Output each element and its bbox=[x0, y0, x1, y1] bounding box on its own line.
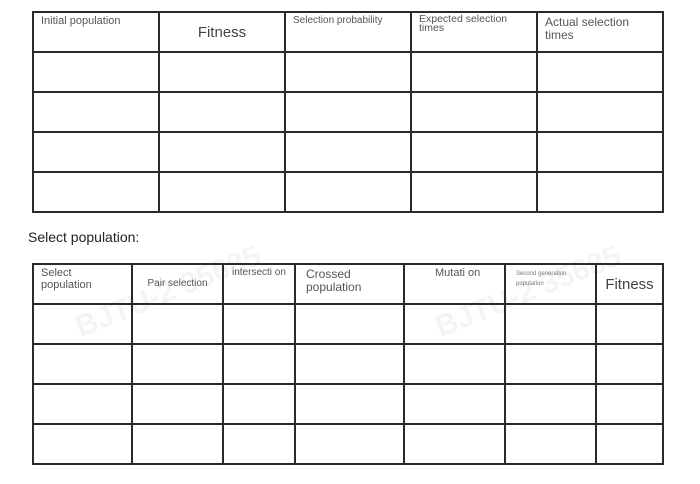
table-cell[interactable] bbox=[411, 92, 537, 132]
header-mutation: Mutati on bbox=[404, 264, 505, 304]
table-cell[interactable] bbox=[537, 52, 663, 92]
table-cell[interactable] bbox=[285, 172, 411, 212]
header-expected-selection-times: Expected selection times bbox=[411, 12, 537, 52]
header-select-population: Select population bbox=[33, 264, 132, 304]
header-selection-probability: Selection probability bbox=[285, 12, 411, 52]
table-cell[interactable] bbox=[295, 424, 404, 464]
table-cell[interactable] bbox=[33, 344, 132, 384]
selection-table bbox=[32, 11, 664, 213]
header-pair-selection: Pair selection bbox=[132, 264, 223, 304]
header-second-generation-population: Second generation population bbox=[505, 264, 596, 304]
section-label: Select population: bbox=[28, 229, 140, 245]
table-cell[interactable] bbox=[596, 344, 663, 384]
table-cell[interactable] bbox=[505, 424, 596, 464]
table-cell[interactable] bbox=[223, 384, 295, 424]
crossover-table bbox=[32, 263, 664, 465]
table-cell[interactable] bbox=[33, 172, 159, 212]
header-actual-selection-times: Actual selection times bbox=[537, 12, 663, 52]
table-cell[interactable] bbox=[596, 304, 663, 344]
table-cell[interactable] bbox=[33, 424, 132, 464]
table-cell[interactable] bbox=[159, 52, 285, 92]
table-cell[interactable] bbox=[411, 132, 537, 172]
table-cell[interactable] bbox=[295, 384, 404, 424]
table-cell[interactable] bbox=[33, 384, 132, 424]
table-cell[interactable] bbox=[596, 384, 663, 424]
table-cell[interactable] bbox=[404, 344, 505, 384]
table-cell[interactable] bbox=[132, 384, 223, 424]
header-intersection: intersecti on bbox=[223, 264, 295, 304]
table-cell[interactable] bbox=[295, 344, 404, 384]
header-initial-population: Initial population bbox=[33, 12, 159, 52]
table-cell[interactable] bbox=[159, 132, 285, 172]
table-cell[interactable] bbox=[404, 304, 505, 344]
table-cell[interactable] bbox=[132, 304, 223, 344]
table-cell[interactable] bbox=[33, 132, 159, 172]
table-cell[interactable] bbox=[33, 92, 159, 132]
table-cell[interactable] bbox=[285, 92, 411, 132]
table-cell[interactable] bbox=[505, 384, 596, 424]
table-cell[interactable] bbox=[159, 92, 285, 132]
table-cell[interactable] bbox=[295, 304, 404, 344]
header-fitness-2: Fitness bbox=[596, 264, 663, 304]
table-cell[interactable] bbox=[411, 172, 537, 212]
header-fitness: Fitness bbox=[159, 12, 285, 52]
table-cell[interactable] bbox=[33, 304, 132, 344]
table-cell[interactable] bbox=[223, 424, 295, 464]
table-cell[interactable] bbox=[537, 92, 663, 132]
table-cell[interactable] bbox=[223, 304, 295, 344]
table-cell[interactable] bbox=[505, 344, 596, 384]
table-cell[interactable] bbox=[285, 132, 411, 172]
table-cell[interactable] bbox=[596, 424, 663, 464]
table-cell[interactable] bbox=[33, 52, 159, 92]
table-cell[interactable] bbox=[537, 172, 663, 212]
table-cell[interactable] bbox=[159, 172, 285, 212]
table-cell[interactable] bbox=[404, 384, 505, 424]
table-cell[interactable] bbox=[537, 132, 663, 172]
table-cell[interactable] bbox=[411, 52, 537, 92]
table-cell[interactable] bbox=[223, 344, 295, 384]
table-cell[interactable] bbox=[132, 424, 223, 464]
header-crossed-population: Crossed population bbox=[295, 264, 404, 304]
table-cell[interactable] bbox=[404, 424, 505, 464]
table-cell[interactable] bbox=[285, 52, 411, 92]
table-cell[interactable] bbox=[505, 304, 596, 344]
table-cell[interactable] bbox=[132, 344, 223, 384]
